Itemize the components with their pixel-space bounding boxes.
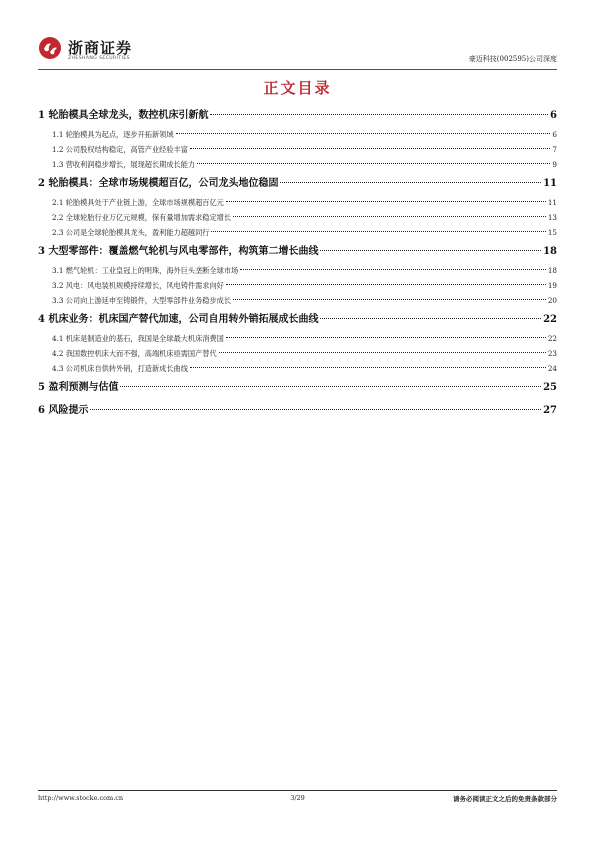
toc-entry-page: 6: [550, 110, 557, 121]
toc-dot-leader: [211, 231, 545, 232]
toc-entry-page: 7: [552, 145, 557, 154]
toc-entry-page: 15: [547, 228, 557, 237]
toc-dot-leader: [219, 352, 546, 353]
logo-text-en: ZHESHANG SECURITIES: [68, 56, 130, 61]
toc-subsection-row[interactable]: [38, 263, 557, 278]
toc-entry-title: 4.2 我国数控机床大而不强，高端机床亟需国产替代: [52, 349, 217, 358]
toc-entry-page: 23: [547, 349, 557, 358]
toc-subsection-row[interactable]: [38, 157, 557, 172]
report-tag: 豪迈科技(002595)公司深度: [468, 55, 557, 63]
toc-subsection-row[interactable]: [38, 331, 557, 346]
toc-entry-title: 3.3 公司向上游延申至铸锻件，大型零部件业务稳步成长: [52, 296, 232, 305]
toc-entry-page: 22: [547, 334, 557, 343]
toc-entry-title: 6 风险提示: [38, 405, 89, 416]
toc-entry-title: 5 盈利预测与估值: [38, 382, 119, 393]
toc-subsection-row[interactable]: [38, 195, 557, 210]
toc-subsection-row[interactable]: [38, 293, 557, 308]
toc-subsection-row[interactable]: [38, 346, 557, 361]
toc-dot-leader: [190, 367, 546, 368]
toc-entry-page: 22: [543, 314, 557, 325]
toc-dot-leader: [280, 182, 541, 183]
toc-entry-title: 3 大型零部件：覆盖燃气轮机与风电零部件，构筑第二增长曲线: [38, 246, 319, 257]
toc-dot-leader: [233, 216, 546, 217]
toc-dot-leader: [226, 201, 546, 202]
toc-entry-page: 19: [547, 281, 557, 290]
footer-divider: [38, 790, 557, 791]
toc-entry-title: 2.2 全球轮胎行业万亿元规模，保有量增加需求稳定增长: [52, 213, 232, 222]
toc-entry-page: 24: [547, 364, 557, 373]
toc-entry-title: 4.1 机床是制造业的基石，我国是全球最大机床消费国: [52, 334, 224, 343]
toc-dot-leader: [320, 318, 541, 319]
table-of-contents: [38, 104, 557, 422]
page-title: 正文目录: [263, 79, 332, 97]
toc-section-row[interactable]: [38, 104, 557, 127]
toc-section-row[interactable]: [38, 308, 557, 331]
toc-entry-page: 27: [543, 405, 557, 416]
toc-section-row[interactable]: [38, 376, 557, 399]
toc-entry-title: 1 轮胎模具全球龙头，数控机床引新航: [38, 110, 209, 121]
page-header: [38, 34, 557, 70]
toc-dot-leader: [90, 409, 541, 410]
toc-subsection-row[interactable]: [38, 278, 557, 293]
toc-entry-page: 20: [547, 296, 557, 305]
toc-subsection-row[interactable]: [38, 210, 557, 225]
toc-dot-leader: [226, 284, 546, 285]
toc-section-row[interactable]: [38, 172, 557, 195]
toc-section-row[interactable]: [38, 399, 557, 422]
toc-subsection-row[interactable]: [38, 142, 557, 157]
page-number: 3/29: [290, 794, 305, 802]
toc-entry-title: 1.3 营收利润稳步增长，展现超长期成长能力: [52, 160, 196, 169]
toc-dot-leader: [226, 337, 546, 338]
toc-dot-leader: [233, 299, 546, 300]
toc-dot-leader: [210, 114, 548, 115]
toc-entry-page: 6: [552, 130, 557, 139]
footer-disclaimer: 请务必阅读正文之后的免责条款部分: [453, 795, 557, 803]
toc-dot-leader: [190, 148, 551, 149]
toc-dot-leader: [197, 163, 550, 164]
header-divider: [38, 69, 557, 70]
footer-url[interactable]: http://www.stocke.com.cn: [38, 794, 124, 802]
toc-dot-leader: [240, 269, 546, 270]
toc-subsection-row[interactable]: [38, 361, 557, 376]
toc-entry-title: 4.3 公司机床自供转外销，打造新成长曲线: [52, 364, 188, 373]
toc-section-row[interactable]: [38, 240, 557, 263]
toc-dot-leader: [320, 250, 541, 251]
toc-entry-title: 2.1 轮胎模具处于产业链上游，全球市场规模超百亿元: [52, 198, 224, 207]
toc-entry-title: 2.3 公司是全球轮胎模具龙头，盈利能力超越同行: [52, 228, 210, 237]
page-footer: [38, 794, 557, 806]
company-logo: [38, 36, 168, 68]
toc-entry-page: 25: [543, 382, 557, 393]
zheshang-logo-icon: [38, 36, 62, 60]
toc-entry-title: 1.2 公司股权结构稳定，高管产业经验丰富: [52, 145, 188, 154]
toc-entry-page: 13: [547, 213, 557, 222]
toc-subsection-row[interactable]: [38, 127, 557, 142]
toc-entry-title: 1.1 轮胎模具为起点，逐步开拓新领域: [52, 130, 174, 139]
toc-entry-page: 18: [543, 246, 557, 257]
toc-dot-leader: [176, 133, 551, 134]
toc-subsection-row[interactable]: [38, 225, 557, 240]
toc-entry-title: 3.2 风电：风电装机规模持续增长，风电铸件需求向好: [52, 281, 224, 290]
logo-text-cn: 浙商证券: [68, 39, 133, 57]
toc-entry-page: 11: [547, 198, 557, 207]
toc-entry-title: 3.1 燃气轮机：工业皇冠上的明珠，海外巨头垄断全球市场: [52, 266, 239, 275]
toc-entry-page: 18: [547, 266, 557, 275]
toc-entry-title: 2 轮胎模具：全球市场规模超百亿，公司龙头地位稳固: [38, 178, 279, 189]
toc-dot-leader: [120, 386, 541, 387]
toc-entry-page: 11: [543, 178, 557, 189]
toc-entry-title: 4 机床业务：机床国产替代加速，公司自用转外销拓展成长曲线: [38, 314, 319, 325]
toc-entry-page: 9: [552, 160, 557, 169]
